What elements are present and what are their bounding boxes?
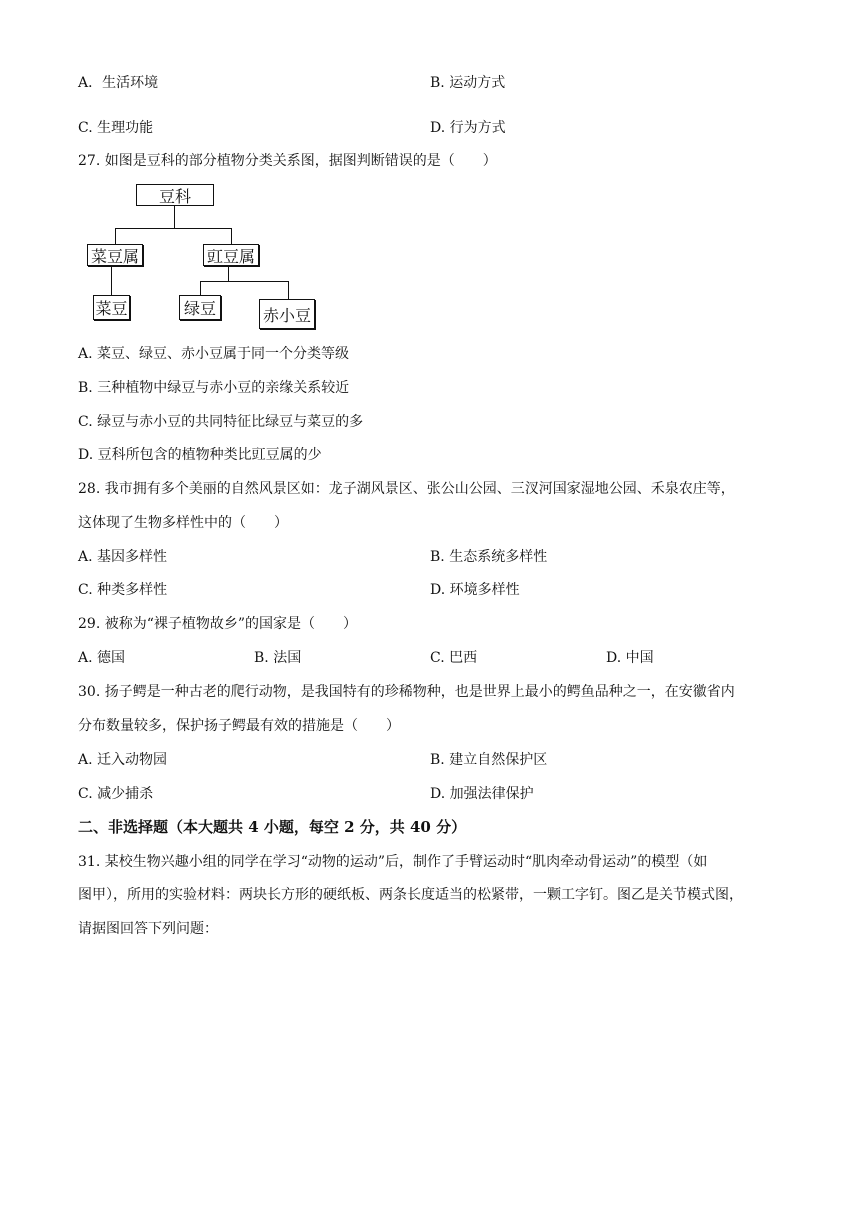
q29-option-d: D. 中国 xyxy=(606,650,654,666)
connector-line xyxy=(115,228,116,244)
q29-option-c: C. 巴西 xyxy=(430,650,478,666)
q26-option-d: D. 行为方式 xyxy=(430,120,506,136)
q28-stem-line2: 这体现了生物多样性中的（ ） xyxy=(78,515,288,531)
q31-line3: 请据图回答下列问题： xyxy=(78,921,218,937)
q26-option-c: C. 生理功能 xyxy=(78,120,154,136)
q26-option-b: B. 运动方式 xyxy=(430,75,506,91)
connector-line xyxy=(111,266,112,295)
node-genus-1: 菜豆属 xyxy=(87,244,143,266)
connector-line xyxy=(174,206,175,228)
connector-line xyxy=(200,281,201,295)
connector-line xyxy=(228,266,229,281)
q28-option-c: C. 种类多样性 xyxy=(78,582,168,598)
q27-option-d: D. 豆科所包含的植物种类比豇豆属的少 xyxy=(78,447,322,463)
q31-line1: 31. 某校生物兴趣小组的同学在学习“动物的运动”后，制作了手臂运动时“肌肉牵动骨运动”的模型（如 xyxy=(78,854,708,870)
q30-stem-line1: 30. 扬子鳄是一种古老的爬行动物，是我国特有的珍稀物种，也是世界上最小的鳄鱼品种之一，在安徽省内 xyxy=(78,684,735,700)
node-species-2: 绿豆 xyxy=(179,295,221,320)
q30-option-a: A. 迁入动物园 xyxy=(78,752,168,768)
q28-stem-line1: 28. 我市拥有多个美丽的自然风景区如：龙子湖风景区、张公山公园、三汊河国家湿地公园、禾泉农庄等， xyxy=(78,481,735,497)
connector-line xyxy=(200,281,288,282)
q30-option-b: B. 建立自然保护区 xyxy=(430,752,548,768)
q27-option-c: C. 绿豆与赤小豆的共同特征比绿豆与菜豆的多 xyxy=(78,414,364,430)
q27-option-b: B. 三种植物中绿豆与赤小豆的亲缘关系较近 xyxy=(78,380,350,396)
q29-stem: 29. 被称为“裸子植物故乡”的国家是（ ） xyxy=(78,616,358,632)
node-species-1: 菜豆 xyxy=(93,295,130,320)
section-heading: 二、非选择题（本大题共 4 小题，每空 2 分，共 40 分） xyxy=(78,818,467,836)
q29-option-b: B. 法国 xyxy=(254,650,302,666)
q31-line2: 图甲），所用的实验材料：两块长方形的硬纸板、两条长度适当的松紧带，一颗工字钉。图乙是关节模式图， xyxy=(78,887,743,903)
q30-option-c: C. 减少捕杀 xyxy=(78,786,154,802)
q29-option-a: A. 德国 xyxy=(78,650,126,666)
q26-option-a: A．生活环境 xyxy=(78,75,159,91)
connector-line xyxy=(288,281,289,299)
node-family: 豆科 xyxy=(136,184,214,206)
q27-stem: 27. 如图是豆科的部分植物分类关系图，据图判断错误的是（ ） xyxy=(78,153,497,169)
q28-option-a: A. 基因多样性 xyxy=(78,549,168,565)
node-genus-2: 豇豆属 xyxy=(203,244,259,266)
q28-option-b: B. 生态系统多样性 xyxy=(430,549,548,565)
connector-line xyxy=(231,228,232,244)
node-species-3: 赤小豆 xyxy=(259,299,315,329)
q30-option-d: D. 加强法律保护 xyxy=(430,786,534,802)
connector-line xyxy=(115,228,231,229)
q27-option-a: A. 菜豆、绿豆、赤小豆属于同一个分类等级 xyxy=(78,346,350,362)
q30-stem-line2: 分布数量较多，保护扬子鳄最有效的措施是（ ） xyxy=(78,718,400,734)
q28-option-d: D. 环境多样性 xyxy=(430,582,520,598)
